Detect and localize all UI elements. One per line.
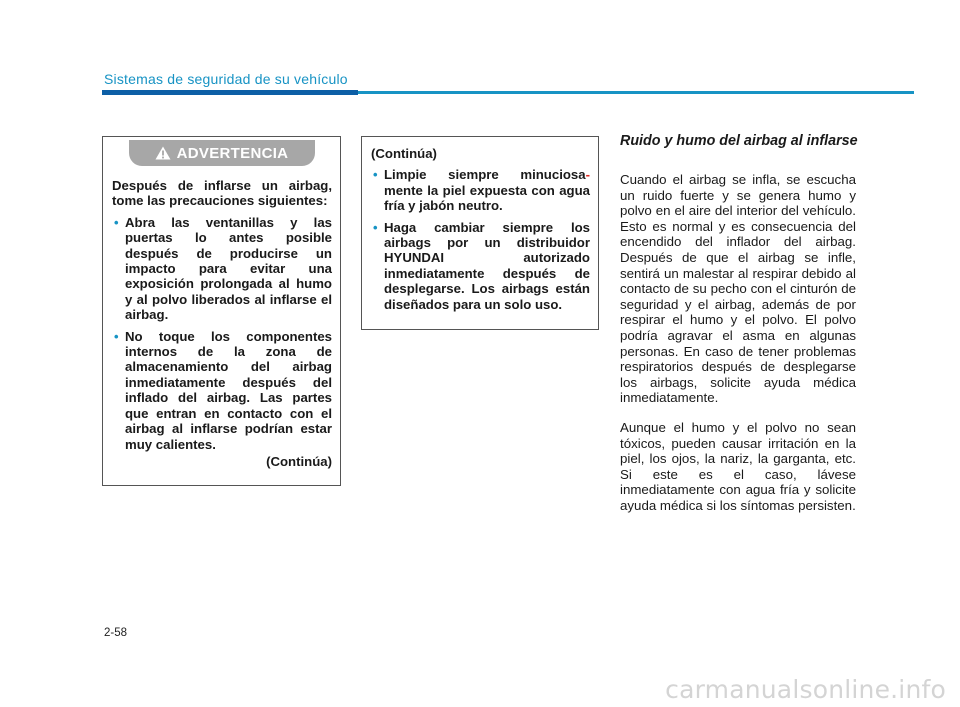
warning-banner: [129, 140, 315, 166]
bullet-text: Abra las ventanillas y las puertas lo antes posible después de producirse un impacto para evitar una exposición prolongada al humo y al polvo liberados al inflarse el airbag.: [125, 214, 332, 323]
bullet-dot-icon: •: [373, 219, 378, 235]
list-item: [112, 215, 332, 323]
bullet-text: Haga cambiar siempre los airbags por un distribuidor HYUNDAI autorizado inmediatamente después de desplegarse. Los airbags están diseñados para un solo uso.: [384, 219, 590, 312]
bullet-text-part1: Limpie siempre minuciosa: [384, 167, 586, 183]
section-header-title: Sistemas de seguridad de su vehículo: [104, 71, 348, 87]
list-item: [371, 220, 590, 312]
bullet-dot-icon: •: [114, 328, 119, 344]
continue-label: (Continúa): [266, 453, 332, 469]
body-paragraph: Aunque el humo y el polvo no sean tóxicos, pueden causar irritación en la piel, los ojos, la nariz, la garganta, etc. Si este es el caso, lávese inmediatamente con agua fría y solicite ayuda médica si los síntomas persisten.: [620, 420, 856, 513]
warning-box: [102, 136, 341, 486]
header-rule-accent: [102, 90, 358, 95]
bullet-dot-icon: •: [373, 167, 378, 183]
warning-banner-label: ADVERTENCIA: [176, 144, 289, 162]
bullet-text-part2: mente la piel expuesta con agua fría y jabón neutro.: [384, 182, 590, 214]
list-item: [112, 329, 332, 452]
bullet-dot-icon: •: [114, 214, 119, 230]
bullet-text: No toque los componentes internos de la zona de almacenamiento del airbag inmediatamente después del inflado del airbag. Las partes que entran en contacto con el airbag al inflarse podrían estar muy calientes.: [125, 328, 332, 452]
section-title: Ruido y humo del airbag al inflarse: [620, 133, 858, 149]
watermark: carmanualsonline.info: [665, 675, 946, 704]
continued-content: [362, 137, 598, 312]
page-number: 2-58: [104, 627, 128, 639]
continued-header: (Continúa): [371, 146, 437, 161]
warning-intro: Después de inflarse un airbag, tome las precauciones siguientes:: [112, 178, 332, 209]
body-paragraph: Cuando el airbag se infla, se escucha un ruido fuerte y se genera humo y polvo en el aire del interior del vehículo. Esto es normal y es consecuencia del encendido del inflador del airbag. Después de que el airbag se infle, sentirá un malestar al respirar debido al contacto de su pecho con el cinturón de seguridad y el airbag, además de por respirar el humo y el polvo. El polvo podría agravar el asma en algunas personas. En caso de tener problemas respiratorios después de desplegarse los airbags, solicite ayuda médica inmediatamente.: [620, 172, 856, 406]
warning-content: [103, 166, 340, 469]
list-item: [371, 167, 590, 213]
continued-warning-box: [361, 136, 599, 330]
hyphen-mark: -: [585, 167, 590, 183]
warning-triangle-icon: [155, 146, 171, 160]
